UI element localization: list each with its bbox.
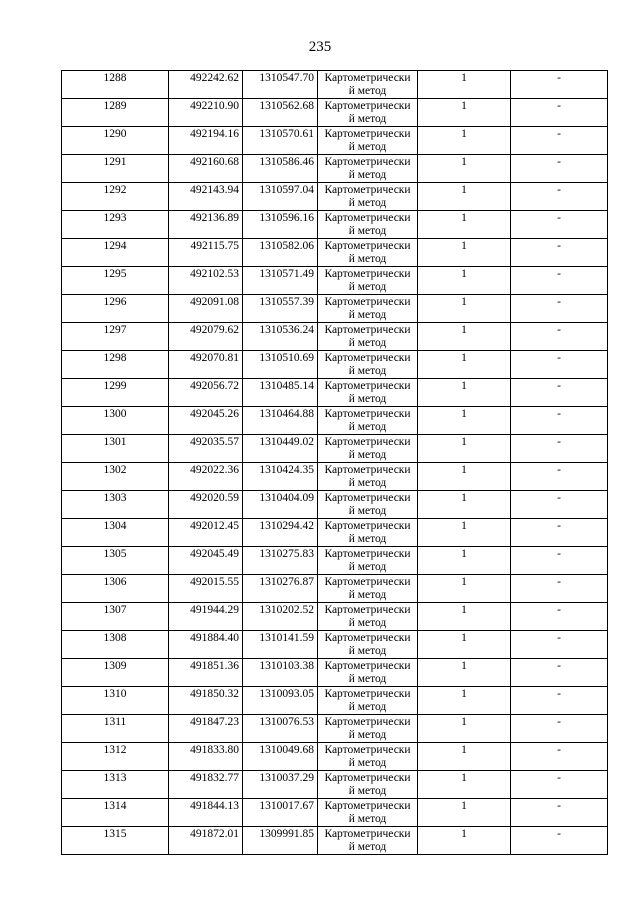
point-number-cell: 1303 [62,491,169,519]
y-coordinate-cell: 1310464.88 [243,407,318,435]
accuracy-cell: 1 [418,211,511,239]
method-cell [318,267,418,295]
accuracy-cell: 1 [418,603,511,631]
method-cell [318,211,418,239]
point-number-cell: 1304 [62,519,169,547]
accuracy-cell: 1 [418,155,511,183]
description-cell: - [511,603,608,631]
method-text-line-1: Картометрически [324,352,411,364]
table-row [62,323,608,351]
table-row [62,519,608,547]
table-row [62,631,608,659]
accuracy-cell: 1 [418,267,511,295]
y-coordinate-cell: 1310017.67 [243,799,318,827]
description-cell: - [511,715,608,743]
y-coordinate-cell: 1310076.53 [243,715,318,743]
method-text-line-2: й метод [348,112,387,125]
y-coordinate-cell: 1310093.05 [243,687,318,715]
y-coordinate-cell: 1310562.68 [243,99,318,127]
method-text-line-2: й метод [348,196,387,209]
description-cell: - [511,323,608,351]
point-number-cell: 1288 [62,71,169,99]
point-number-cell: 1293 [62,211,169,239]
point-number-cell: 1311 [62,715,169,743]
table-row [62,491,608,519]
description-cell: - [511,491,608,519]
method-cell [318,183,418,211]
point-number-cell: 1313 [62,771,169,799]
method-text-line-2: й метод [348,420,387,433]
table-row [62,351,608,379]
method-cell [318,575,418,603]
method-cell [318,379,418,407]
point-number-cell: 1295 [62,267,169,295]
accuracy-cell: 1 [418,687,511,715]
table-row [62,575,608,603]
point-number-cell: 1312 [62,743,169,771]
page-number: 235 [308,39,332,55]
method-text-line-1: Картометрически [324,184,411,196]
description-cell: - [511,239,608,267]
accuracy-cell: 1 [418,295,511,323]
table-row [62,435,608,463]
description-cell: - [511,407,608,435]
x-coordinate-cell: 492210.90 [169,99,243,127]
table-row [62,183,608,211]
method-text-line-1: Картометрически [324,772,411,784]
method-text-line-2: й метод [348,336,387,349]
method-text-line-1: Картометрически [324,548,411,560]
accuracy-cell: 1 [418,827,511,855]
method-text-line-1: Картометрически [324,72,411,84]
table-row [62,155,608,183]
accuracy-cell: 1 [418,407,511,435]
point-number-cell: 1290 [62,127,169,155]
x-coordinate-cell: 492079.62 [169,323,243,351]
method-cell [318,827,418,855]
method-text-line-1: Картометрически [324,240,411,252]
accuracy-cell: 1 [418,351,511,379]
accuracy-cell: 1 [418,127,511,155]
method-text-line-1: Картометрически [324,100,411,112]
description-cell: - [511,743,608,771]
method-text-line-1: Картометрически [324,604,411,616]
accuracy-cell: 1 [418,771,511,799]
description-cell: - [511,659,608,687]
y-coordinate-cell: 1310275.83 [243,547,318,575]
point-number-cell: 1294 [62,239,169,267]
description-cell: - [511,127,608,155]
method-text-line-1: Картометрически [324,576,411,588]
description-cell: - [511,771,608,799]
table-row [62,687,608,715]
method-cell [318,631,418,659]
x-coordinate-cell: 492194.16 [169,127,243,155]
method-cell [318,463,418,491]
accuracy-cell: 1 [418,463,511,491]
description-cell: - [511,155,608,183]
y-coordinate-cell: 1309991.85 [243,827,318,855]
x-coordinate-cell: 492136.89 [169,211,243,239]
x-coordinate-cell: 491851.36 [169,659,243,687]
method-text-line-1: Картометрически [324,828,411,840]
method-text-line-1: Картометрически [324,324,411,336]
method-cell [318,491,418,519]
accuracy-cell: 1 [418,99,511,127]
method-cell [318,743,418,771]
method-cell [318,407,418,435]
method-cell [318,155,418,183]
accuracy-cell: 1 [418,435,511,463]
method-text-line-1: Картометрически [324,268,411,280]
method-text-line-2: й метод [348,756,387,769]
point-number-cell: 1298 [62,351,169,379]
description-cell: - [511,71,608,99]
x-coordinate-cell: 492102.53 [169,267,243,295]
method-text-line-1: Картометрически [324,296,411,308]
point-number-cell: 1307 [62,603,169,631]
y-coordinate-cell: 1310037.29 [243,771,318,799]
description-cell: - [511,211,608,239]
method-text-line-2: й метод [348,448,387,461]
y-coordinate-cell: 1310510.69 [243,351,318,379]
method-text-line-1: Картометрически [324,464,411,476]
method-text-line-1: Картометрически [324,436,411,448]
method-text-line-2: й метод [348,140,387,153]
table-row [62,603,608,631]
point-number-cell: 1314 [62,799,169,827]
method-text-line-1: Картометрически [324,492,411,504]
point-number-cell: 1309 [62,659,169,687]
method-text-line-2: й метод [348,644,387,657]
y-coordinate-cell: 1310485.14 [243,379,318,407]
method-text-line-2: й метод [348,504,387,517]
x-coordinate-cell: 491944.29 [169,603,243,631]
x-coordinate-cell: 492020.59 [169,491,243,519]
accuracy-cell: 1 [418,239,511,267]
method-text-line-1: Картометрически [324,408,411,420]
point-number-cell: 1305 [62,547,169,575]
description-cell: - [511,575,608,603]
x-coordinate-cell: 492022.36 [169,463,243,491]
accuracy-cell: 1 [418,71,511,99]
description-cell: - [511,687,608,715]
x-coordinate-cell: 491832.77 [169,771,243,799]
table-row [62,239,608,267]
method-text-line-2: й метод [348,308,387,321]
table-row [62,99,608,127]
y-coordinate-cell: 1310449.02 [243,435,318,463]
accuracy-cell: 1 [418,547,511,575]
x-coordinate-cell: 492091.08 [169,295,243,323]
y-coordinate-cell: 1310570.61 [243,127,318,155]
point-number-cell: 1308 [62,631,169,659]
description-cell: - [511,267,608,295]
method-text-line-2: й метод [348,84,387,97]
method-cell [318,351,418,379]
description-cell: - [511,435,608,463]
y-coordinate-cell: 1310103.38 [243,659,318,687]
table-row [62,211,608,239]
point-number-cell: 1300 [62,407,169,435]
method-cell [318,435,418,463]
method-text-line-1: Картометрически [324,744,411,756]
x-coordinate-cell: 492160.68 [169,155,243,183]
accuracy-cell: 1 [418,575,511,603]
x-coordinate-cell: 492056.72 [169,379,243,407]
accuracy-cell: 1 [418,715,511,743]
table-row [62,771,608,799]
y-coordinate-cell: 1310202.52 [243,603,318,631]
method-text-line-1: Картометрически [324,688,411,700]
method-cell [318,323,418,351]
y-coordinate-cell: 1310586.46 [243,155,318,183]
y-coordinate-cell: 1310404.09 [243,491,318,519]
x-coordinate-cell: 492015.55 [169,575,243,603]
point-number-cell: 1302 [62,463,169,491]
x-coordinate-cell: 492035.57 [169,435,243,463]
point-number-cell: 1292 [62,183,169,211]
method-text-line-2: й метод [348,812,387,825]
y-coordinate-cell: 1310294.42 [243,519,318,547]
x-coordinate-cell: 492045.49 [169,547,243,575]
description-cell: - [511,519,608,547]
table-row [62,827,608,855]
y-coordinate-cell: 1310276.87 [243,575,318,603]
accuracy-cell: 1 [418,631,511,659]
y-coordinate-cell: 1310582.06 [243,239,318,267]
point-number-cell: 1306 [62,575,169,603]
method-cell [318,687,418,715]
description-cell: - [511,799,608,827]
point-number-cell: 1289 [62,99,169,127]
method-cell [318,71,418,99]
method-text-line-2: й метод [348,588,387,601]
y-coordinate-cell: 1310571.49 [243,267,318,295]
method-cell [318,603,418,631]
table-row [62,407,608,435]
method-text-line-2: й метод [348,728,387,741]
x-coordinate-cell: 491850.32 [169,687,243,715]
method-text-line-1: Картометрически [324,156,411,168]
description-cell: - [511,351,608,379]
method-text-line-2: й метод [348,784,387,797]
table-row [62,659,608,687]
description-cell: - [511,295,608,323]
table-row [62,127,608,155]
method-cell [318,715,418,743]
x-coordinate-cell: 492012.45 [169,519,243,547]
method-text-line-2: й метод [348,700,387,713]
x-coordinate-cell: 492242.62 [169,71,243,99]
method-cell [318,771,418,799]
method-cell [318,239,418,267]
x-coordinate-cell: 491884.40 [169,631,243,659]
method-cell [318,547,418,575]
method-text-line-1: Картометрически [324,632,411,644]
method-text-line-2: й метод [348,392,387,405]
y-coordinate-cell: 1310141.59 [243,631,318,659]
table-row [62,463,608,491]
method-text-line-1: Картометрически [324,128,411,140]
y-coordinate-cell: 1310557.39 [243,295,318,323]
y-coordinate-cell: 1310536.24 [243,323,318,351]
y-coordinate-cell: 1310596.16 [243,211,318,239]
point-number-cell: 1299 [62,379,169,407]
y-coordinate-cell: 1310597.04 [243,183,318,211]
method-text-line-2: й метод [348,532,387,545]
method-cell [318,659,418,687]
method-text-line-2: й метод [348,280,387,293]
method-text-line-2: й метод [348,840,387,853]
method-text-line-2: й метод [348,476,387,489]
description-cell: - [511,463,608,491]
method-text-line-1: Картометрически [324,212,411,224]
table-body [62,71,608,855]
description-cell: - [511,183,608,211]
table-row [62,715,608,743]
x-coordinate-cell: 492115.75 [169,239,243,267]
method-text-line-1: Картометрически [324,800,411,812]
description-cell: - [511,99,608,127]
accuracy-cell: 1 [418,379,511,407]
method-cell [318,295,418,323]
table-row [62,267,608,295]
y-coordinate-cell: 1310049.68 [243,743,318,771]
method-cell [318,127,418,155]
method-text-line-2: й метод [348,252,387,265]
accuracy-cell: 1 [418,323,511,351]
point-number-cell: 1315 [62,827,169,855]
point-number-cell: 1297 [62,323,169,351]
description-cell: - [511,631,608,659]
accuracy-cell: 1 [418,743,511,771]
x-coordinate-cell: 491872.01 [169,827,243,855]
method-cell [318,799,418,827]
coordinates-table [61,70,608,855]
accuracy-cell: 1 [418,183,511,211]
point-number-cell: 1310 [62,687,169,715]
x-coordinate-cell: 492070.81 [169,351,243,379]
description-cell: - [511,547,608,575]
method-cell [318,99,418,127]
method-text-line-2: й метод [348,672,387,685]
method-text-line-1: Картометрически [324,660,411,672]
description-cell: - [511,379,608,407]
y-coordinate-cell: 1310424.35 [243,463,318,491]
table-row [62,379,608,407]
method-cell [318,519,418,547]
x-coordinate-cell: 492143.94 [169,183,243,211]
method-text-line-2: й метод [348,560,387,573]
x-coordinate-cell: 491847.23 [169,715,243,743]
method-text-line-1: Картометрически [324,380,411,392]
method-text-line-2: й метод [348,224,387,237]
x-coordinate-cell: 492045.26 [169,407,243,435]
table-row [62,743,608,771]
method-text-line-1: Картометрически [324,716,411,728]
method-text-line-2: й метод [348,616,387,629]
table-row [62,799,608,827]
accuracy-cell: 1 [418,491,511,519]
x-coordinate-cell: 491844.13 [169,799,243,827]
description-cell: - [511,827,608,855]
method-text-line-2: й метод [348,364,387,377]
point-number-cell: 1291 [62,155,169,183]
x-coordinate-cell: 491833.80 [169,743,243,771]
point-number-cell: 1296 [62,295,169,323]
table-row [62,295,608,323]
method-text-line-2: й метод [348,168,387,181]
y-coordinate-cell: 1310547.70 [243,71,318,99]
accuracy-cell: 1 [418,519,511,547]
method-text-line-1: Картометрически [324,520,411,532]
accuracy-cell: 1 [418,799,511,827]
point-number-cell: 1301 [62,435,169,463]
table-row [62,71,608,99]
table-row [62,547,608,575]
accuracy-cell: 1 [418,659,511,687]
